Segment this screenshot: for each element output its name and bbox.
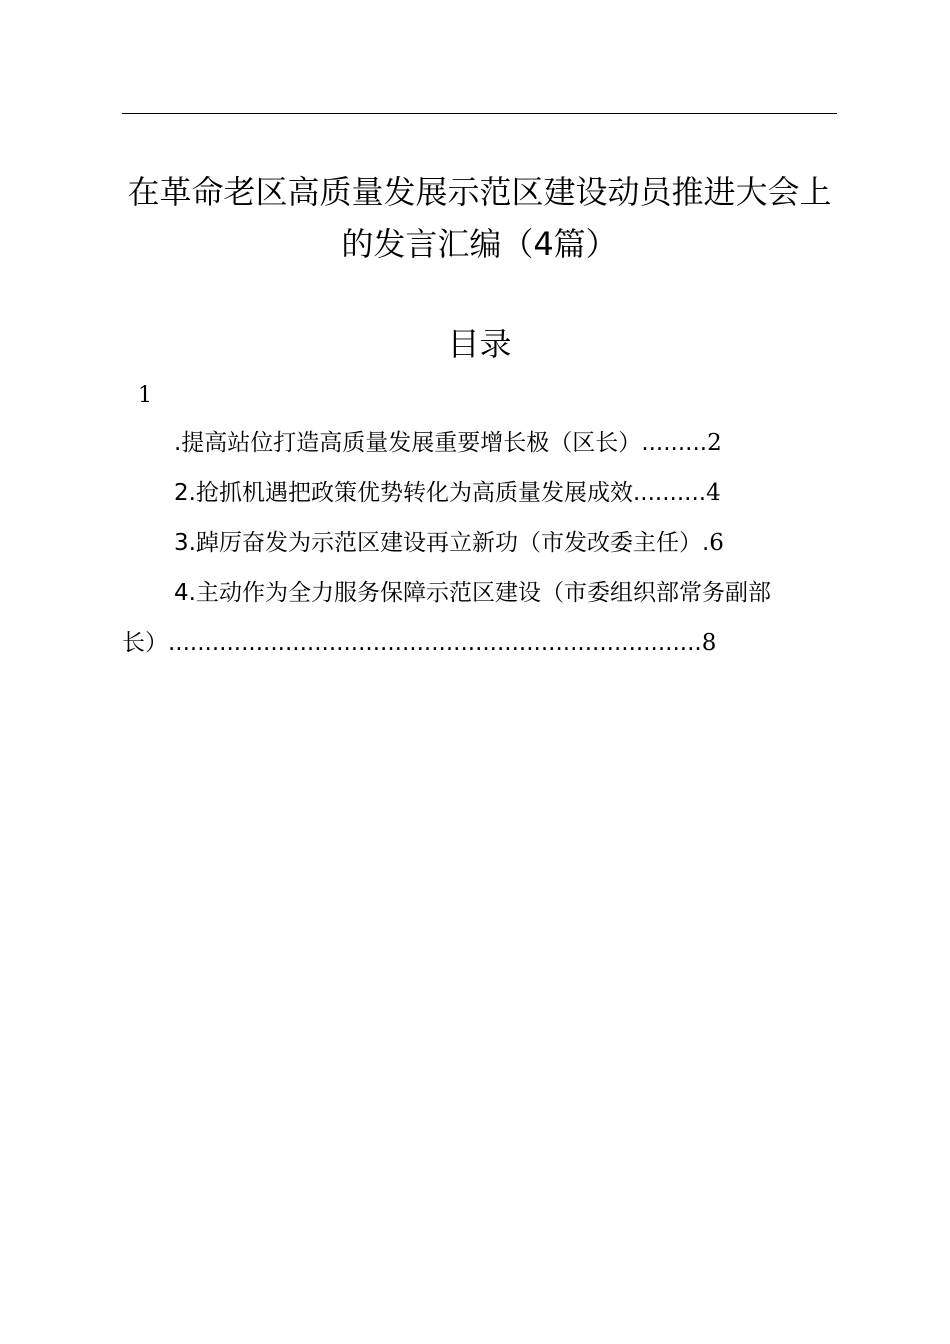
header-rule (122, 113, 837, 114)
document-title: 在革命老区高质量发展示范区建设动员推进大会上的发言汇编（4篇） (127, 173, 832, 263)
toc-entry-3[interactable] (122, 518, 842, 568)
toc-entry-label: 2.抢抓机遇把政策优势转化为高质量发展成效 (174, 480, 633, 506)
toc-entry-dots: ......................................................................... (168, 630, 702, 656)
toc-list (122, 418, 842, 668)
toc-entry-1[interactable] (122, 418, 842, 468)
toc-entry-2[interactable] (122, 468, 842, 518)
toc-entry-page: 8 (701, 630, 717, 656)
toc-entry-page: 6 (709, 530, 724, 556)
toc-entry-label: 3.踔厉奋发为示范区建设再立新功（市发改委主任） (174, 530, 702, 556)
toc-entry-page: 4 (706, 480, 721, 506)
toc-marker: 1 (138, 383, 152, 408)
toc-entry-dots: ......... (641, 430, 708, 456)
toc-entry-label: .提高站位打造高质量发展重要增长极（区长） (174, 430, 642, 456)
toc-entry-dots: .......... (632, 480, 707, 506)
toc-entry-label: 4.主动作为全力服务保障示范区建设（市委组织部常务副部长） (122, 580, 771, 656)
toc-entry-4[interactable] (122, 568, 840, 668)
toc-heading: 目录 (447, 325, 512, 363)
toc-entry-dots: . (701, 530, 710, 556)
toc-entry-page: 2 (707, 430, 722, 456)
